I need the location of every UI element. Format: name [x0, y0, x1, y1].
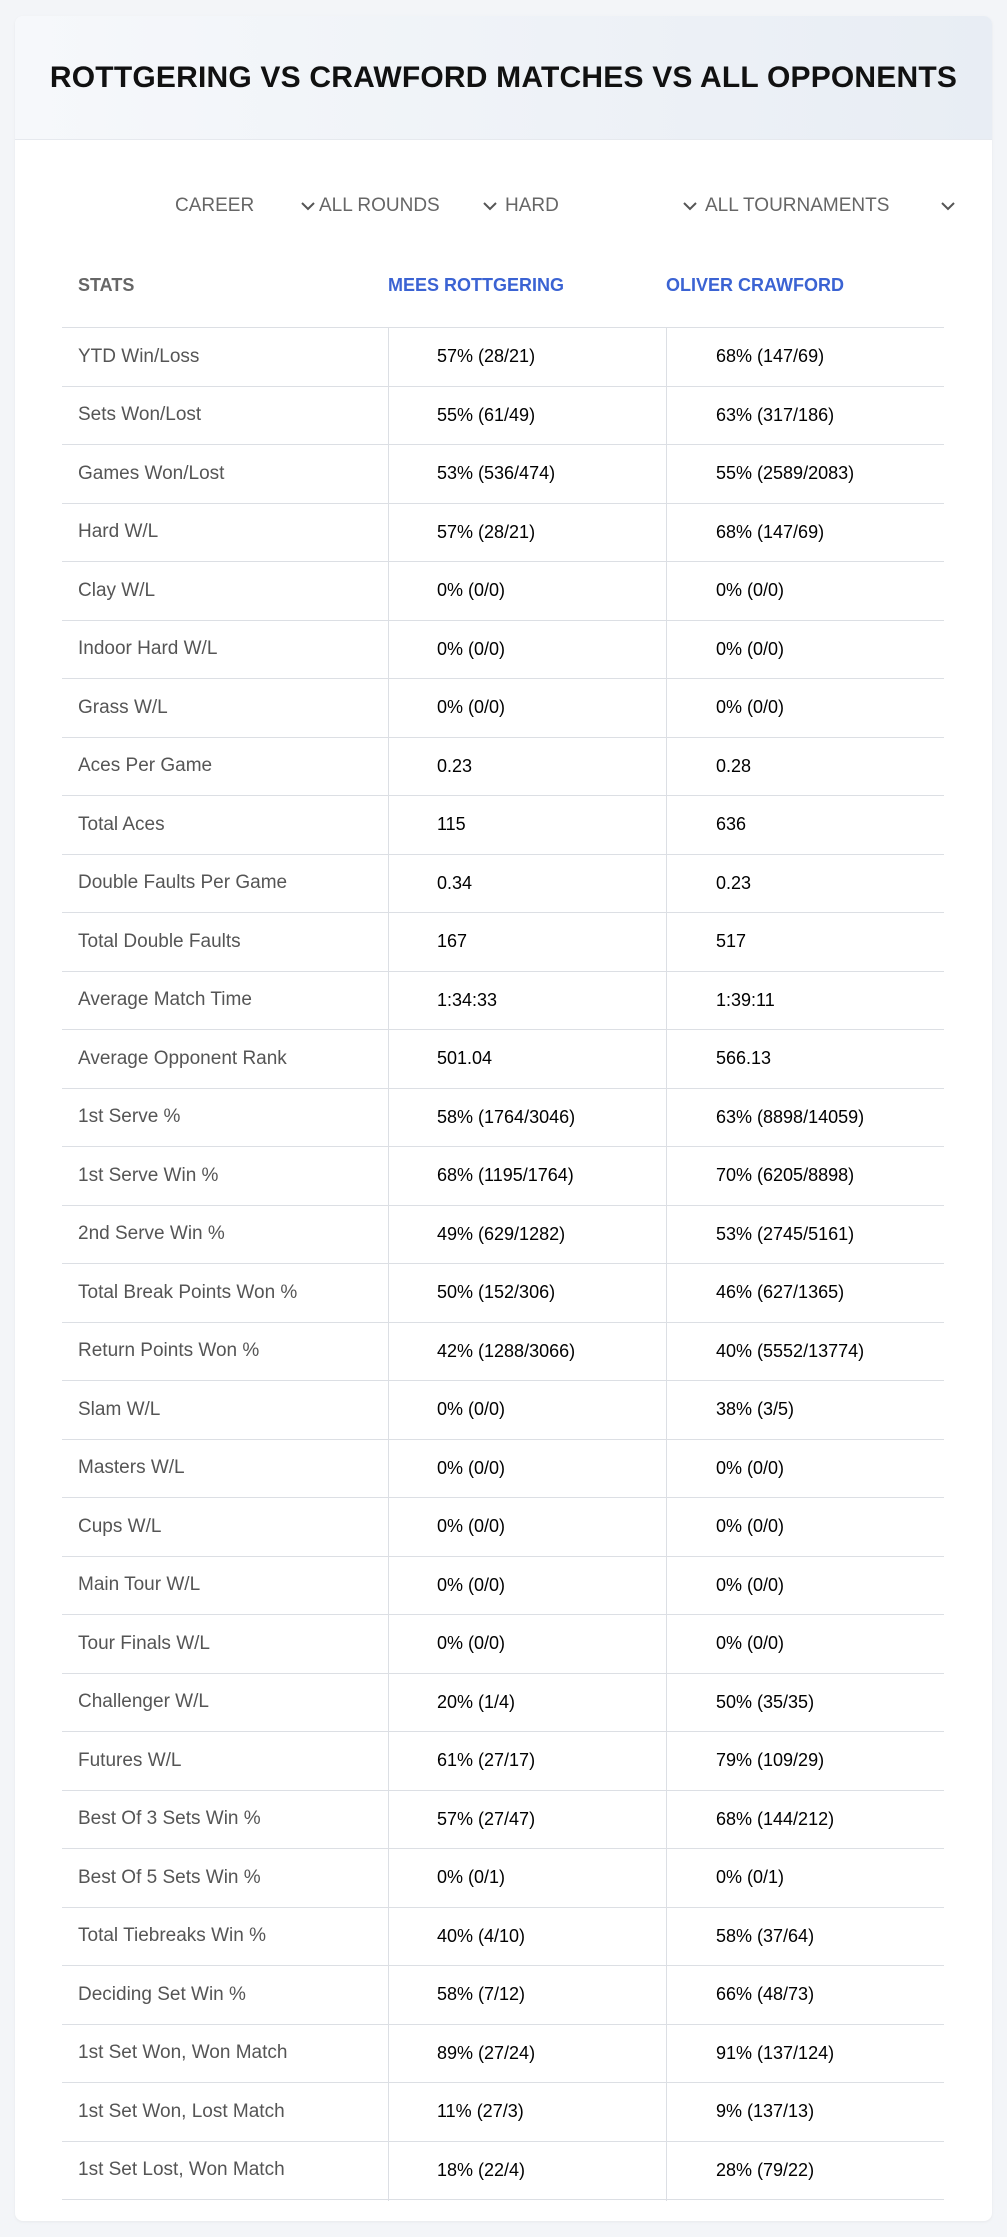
- player1-value: 0.34: [437, 872, 473, 893]
- player2-value: 63% (8898/14059): [716, 1106, 865, 1127]
- column-divider: [388, 328, 389, 2201]
- table-row: [62, 1323, 944, 1382]
- stat-label: Total Break Points Won %: [78, 1281, 298, 1303]
- round-filter[interactable]: [319, 188, 499, 224]
- player2-value: 0.23: [716, 872, 752, 893]
- player1-value: 0% (0/1): [437, 1867, 506, 1888]
- player1-value: 53% (536/474): [437, 463, 556, 484]
- player2-value: 70% (6205/8898): [716, 1165, 855, 1186]
- stat-label: 1st Set Won, Won Match: [78, 2042, 288, 2064]
- player1-value: 57% (28/21): [437, 346, 536, 367]
- player2-value: 0% (0/0): [716, 638, 785, 659]
- player2-value: 91% (137/124): [716, 2042, 835, 2063]
- player2-column-header[interactable]: OLIVER CRAWFORD: [666, 275, 844, 295]
- tournament-filter[interactable]: [705, 188, 957, 224]
- table-body: [62, 328, 944, 2200]
- table-row: [62, 2142, 944, 2201]
- column-divider: [666, 328, 667, 2201]
- table-row: [62, 1615, 944, 1674]
- player1-value: 68% (1195/1764): [437, 1165, 574, 1186]
- player2-value: 66% (48/73): [716, 1984, 815, 2005]
- table-row: [62, 562, 944, 621]
- player1-value: 58% (1764/3046): [437, 1106, 576, 1127]
- player2-value: 9% (137/13): [716, 2101, 815, 2122]
- period-filter[interactable]: [175, 188, 317, 224]
- table-header: [62, 261, 944, 328]
- player2-value: 0% (0/0): [716, 1457, 785, 1478]
- stat-label: Cups W/L: [78, 1515, 162, 1537]
- player1-value: 50% (152/306): [437, 1282, 556, 1303]
- player1-value: 57% (27/47): [437, 1808, 536, 1829]
- player1-value: 61% (27/17): [437, 1750, 536, 1771]
- stat-label: Double Faults Per Game: [78, 872, 288, 894]
- player2-value: 40% (5552/13774): [716, 1340, 865, 1361]
- stat-label: Deciding Set Win %: [78, 1983, 246, 2005]
- player2-value: 566.13: [716, 1048, 772, 1069]
- chevron-down-icon: [481, 197, 499, 215]
- table-row: [62, 621, 944, 680]
- player2-value: 0% (0/0): [716, 580, 785, 601]
- tournament-filter-label: ALL TOURNAMENTS: [705, 195, 890, 216]
- table-row: [62, 1206, 944, 1265]
- player2-value: 0% (0/1): [716, 1867, 785, 1888]
- stat-label: Best Of 3 Sets Win %: [78, 1808, 261, 1830]
- player1-value: 1:34:33: [437, 989, 498, 1010]
- stat-label: Clay W/L: [78, 579, 156, 601]
- player1-value: 11% (27/3): [437, 2101, 524, 2122]
- stat-label: Indoor Hard W/L: [78, 638, 218, 660]
- player2-value: 517: [716, 931, 747, 952]
- player2-value: 46% (627/1365): [716, 1282, 845, 1303]
- stat-label: Main Tour W/L: [78, 1574, 201, 1596]
- player1-value: 55% (61/49): [437, 404, 536, 425]
- surface-filter[interactable]: [505, 188, 699, 224]
- table-row: [62, 796, 944, 855]
- player1-value: 40% (4/10): [437, 1925, 526, 1946]
- player1-value: 115: [437, 814, 466, 835]
- table-row: [62, 445, 944, 504]
- stat-label: 2nd Serve Win %: [78, 1223, 225, 1245]
- stat-label: YTD Win/Loss: [78, 345, 200, 367]
- stats-card: [15, 16, 992, 2221]
- player2-value: 0.28: [716, 755, 752, 776]
- player2-value: 53% (2745/5161): [716, 1223, 855, 1244]
- table-row: [62, 1557, 944, 1616]
- surface-filter-label: HARD: [505, 195, 559, 216]
- table-row: [62, 1147, 944, 1206]
- stat-label: 1st Serve Win %: [78, 1164, 219, 1186]
- player1-value: 0% (0/0): [437, 1516, 506, 1537]
- stat-label: Return Points Won %: [78, 1340, 260, 1362]
- stat-label: Grass W/L: [78, 696, 168, 718]
- stat-label: 1st Set Lost, Won Match: [78, 2159, 285, 2181]
- stat-label: Average Match Time: [78, 989, 252, 1011]
- player1-value: 0% (0/0): [437, 580, 506, 601]
- player2-value: 58% (37/64): [716, 1925, 815, 1946]
- table-row: [62, 679, 944, 738]
- stat-label: Masters W/L: [78, 1457, 185, 1479]
- player2-value: 79% (109/29): [716, 1750, 825, 1771]
- player1-value: 0% (0/0): [437, 638, 506, 659]
- player2-value: 55% (2589/2083): [716, 463, 855, 484]
- page-title: ROTTGERING VS CRAWFORD MATCHES VS ALL OPPONENTS: [49, 60, 958, 94]
- player1-value: 42% (1288/3066): [437, 1340, 576, 1361]
- table-row: [62, 1732, 944, 1791]
- stats-table: [62, 261, 944, 2200]
- player2-value: 63% (317/186): [716, 404, 835, 425]
- player1-value: 0% (0/0): [437, 1457, 506, 1478]
- page-header: [15, 16, 992, 140]
- table-row: [62, 913, 944, 972]
- table-row: [62, 504, 944, 563]
- player1-value: 0% (0/0): [437, 1633, 506, 1654]
- player1-value: 89% (27/24): [437, 2042, 536, 2063]
- filter-bar: [15, 188, 992, 224]
- table-row: [62, 328, 944, 387]
- stat-label: 1st Set Won, Lost Match: [78, 2100, 285, 2122]
- stat-label: Tour Finals W/L: [78, 1632, 210, 1654]
- chevron-down-icon: [939, 197, 957, 215]
- table-row: [62, 972, 944, 1031]
- table-row: [62, 1030, 944, 1089]
- player1-value: 58% (7/12): [437, 1984, 526, 2005]
- table-row: [62, 1498, 944, 1557]
- table-row: [62, 1849, 944, 1908]
- stat-label: Challenger W/L: [78, 1691, 209, 1713]
- table-row: [62, 1908, 944, 1967]
- player1-value: 0% (0/0): [437, 1574, 506, 1595]
- chevron-down-icon: [681, 197, 699, 215]
- table-row: [62, 2083, 944, 2142]
- round-filter-label: ALL ROUNDS: [319, 195, 440, 216]
- table-row: [62, 387, 944, 446]
- stat-label: Total Double Faults: [78, 930, 241, 952]
- player1-value: 57% (28/21): [437, 521, 536, 542]
- player2-value: 1:39:11: [716, 989, 775, 1010]
- stat-label: Games Won/Lost: [78, 462, 225, 484]
- stat-label: Best Of 5 Sets Win %: [78, 1866, 261, 1888]
- stat-label: Aces Per Game: [78, 755, 213, 777]
- player1-value: 0.23: [437, 755, 473, 776]
- player1-value: 49% (629/1282): [437, 1223, 566, 1244]
- player1-value: 167: [437, 931, 468, 952]
- stat-label: Futures W/L: [78, 1749, 182, 1771]
- stat-label: Total Aces: [78, 813, 165, 835]
- stat-label: Slam W/L: [78, 1398, 161, 1420]
- player1-column-header[interactable]: MEES ROTTGERING: [388, 275, 565, 295]
- player1-value: 0% (0/0): [437, 697, 506, 718]
- stat-label: Total Tiebreaks Win %: [78, 1925, 266, 1947]
- player1-value: 0% (0/0): [437, 1399, 506, 1420]
- player1-value: 18% (22/4): [437, 2159, 526, 2180]
- stat-label: Hard W/L: [78, 521, 159, 543]
- player2-value: 28% (79/22): [716, 2159, 815, 2180]
- stat-label: Average Opponent Rank: [78, 1047, 287, 1069]
- table-row: [62, 1264, 944, 1323]
- player2-value: 50% (35/35): [716, 1691, 815, 1712]
- player2-value: 68% (144/212): [716, 1808, 835, 1829]
- player2-value: 38% (3/5): [716, 1399, 795, 1420]
- player2-value: 0% (0/0): [716, 1516, 785, 1537]
- player1-value: 20% (1/4): [437, 1691, 516, 1712]
- table-row: [62, 1440, 944, 1499]
- table-row: [62, 1381, 944, 1440]
- player2-value: 68% (147/69): [716, 521, 825, 542]
- player2-value: 636: [716, 814, 747, 835]
- table-row: [62, 2025, 944, 2084]
- table-row: [62, 738, 944, 797]
- period-filter-label: CAREER: [175, 195, 255, 216]
- player1-value: 501.04: [437, 1048, 493, 1069]
- table-row: [62, 1674, 944, 1733]
- stat-label: 1st Serve %: [78, 1106, 181, 1128]
- table-row: [62, 1966, 944, 2025]
- player2-value: 0% (0/0): [716, 697, 785, 718]
- chevron-down-icon: [299, 197, 317, 215]
- table-row: [62, 1791, 944, 1850]
- table-row: [62, 855, 944, 914]
- player2-value: 68% (147/69): [716, 346, 825, 367]
- stat-label: Sets Won/Lost: [78, 404, 202, 426]
- table-row: [62, 1089, 944, 1148]
- player2-value: 0% (0/0): [716, 1574, 785, 1595]
- stats-column-header: STATS: [78, 275, 135, 295]
- player2-value: 0% (0/0): [716, 1633, 785, 1654]
